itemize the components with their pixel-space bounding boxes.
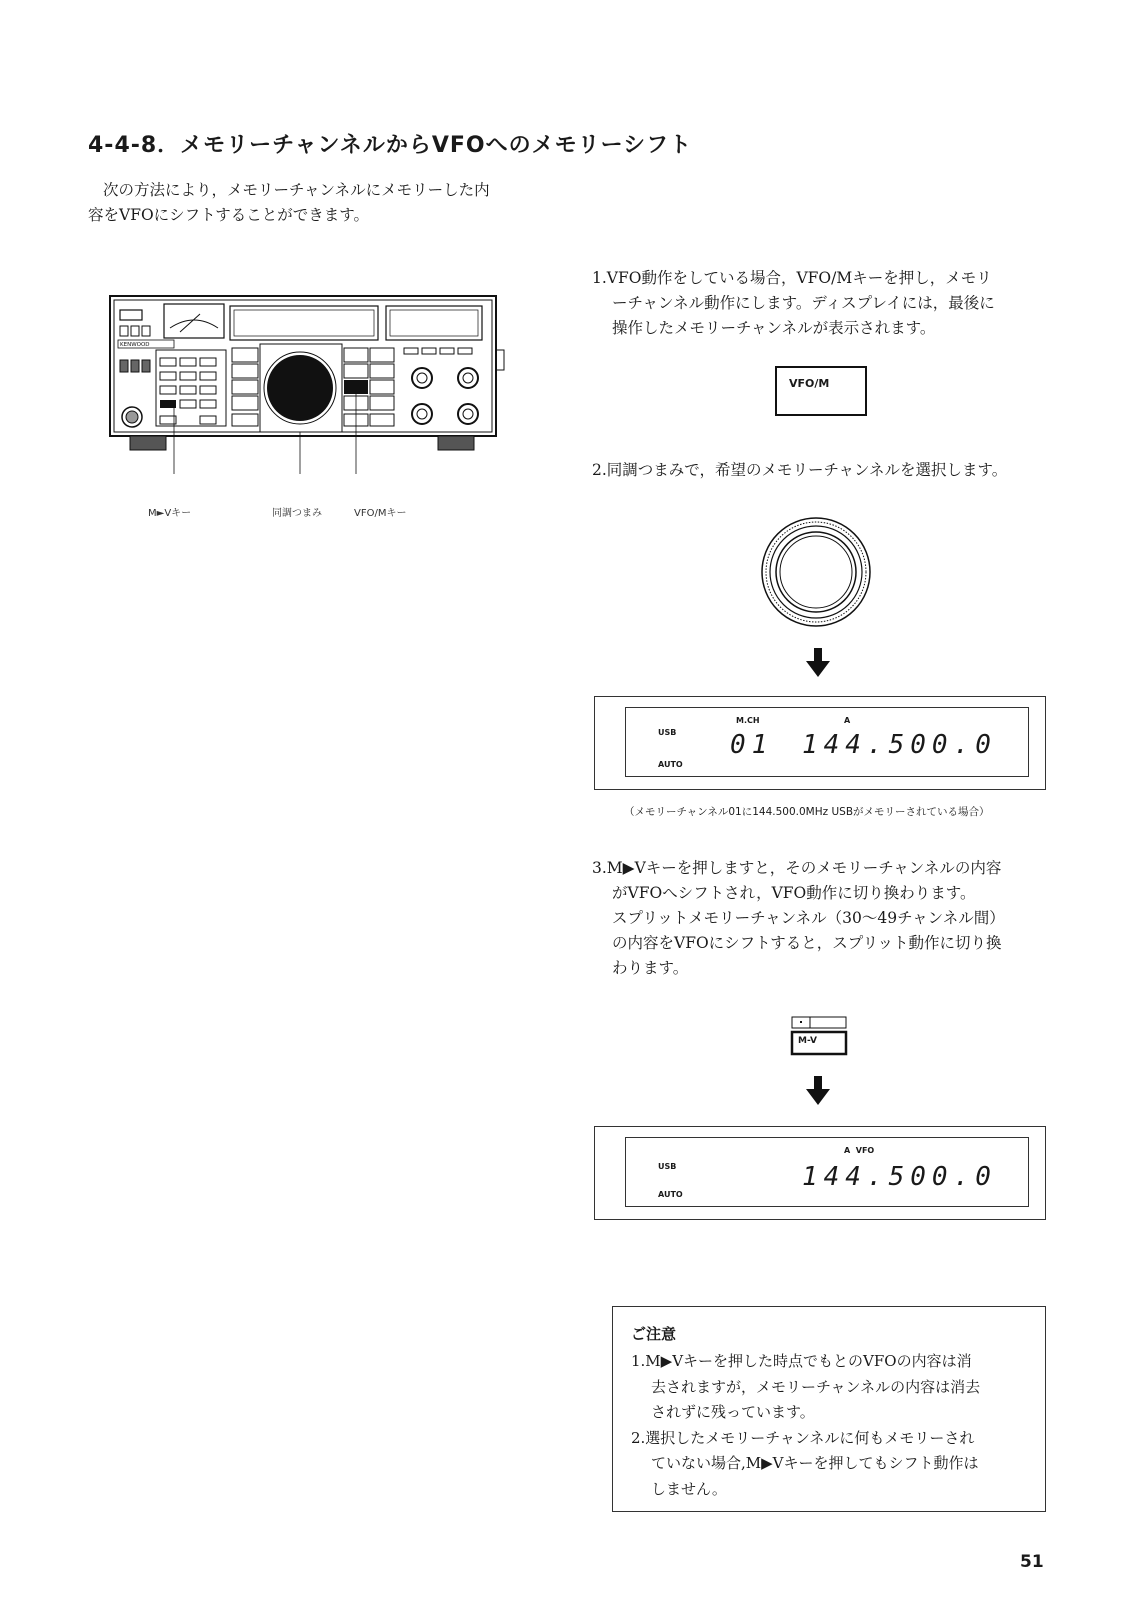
step-3 — [592, 856, 1005, 981]
brand-label: KENWOOD — [120, 342, 150, 348]
tuning-knob-label: 同調つまみ — [272, 508, 322, 519]
step-1-line-3: 操作したメモリーチャンネルが表示されます。 — [612, 319, 936, 337]
lcd-agc: AUTO — [658, 1190, 683, 1199]
intro-paragraph — [88, 178, 558, 228]
step-3-line-2: がVFOへシフトされ，VFO動作に切り換わります。 — [612, 884, 976, 902]
down-arrow-icon — [806, 1076, 830, 1106]
lcd-display-memory — [594, 696, 1046, 790]
mv-key-text: M-V — [798, 1036, 818, 1046]
caution-line-5: ていない場合,M▶Vキーを押してもシフト動作は — [651, 1454, 979, 1472]
lcd-mode: USB — [658, 728, 677, 737]
lcd-vfo-label: A — [844, 716, 851, 725]
caution-line-4: 2.選択したメモリーチャンネルに何もメモリーされ — [631, 1428, 975, 1447]
step-1-line-2: ーチャンネル動作にします。ディスプレイには，最後に — [612, 294, 995, 312]
lcd-agc: AUTO — [658, 760, 683, 769]
tuning-dial-icon — [758, 514, 874, 630]
transceiver-figure — [100, 292, 530, 474]
down-arrow-icon — [806, 648, 830, 678]
lcd-vfo-label: A VFO — [844, 1146, 875, 1155]
step-3-line-5: わります。 — [612, 959, 689, 977]
step-2 — [592, 458, 1007, 483]
caution-title: ご注意 — [631, 1325, 677, 1343]
lcd-frequency: 144.500.0 — [802, 1162, 997, 1192]
lcd-channel: 01 — [730, 730, 774, 760]
step-3-line-3: スプリットメモリーチャンネル（30～49チャンネル間） — [612, 909, 1005, 927]
mv-key-label: M►Vキー — [148, 508, 192, 519]
caution-line-1: 1.M▶Vキーを押した時点でもとのVFOの内容は消 — [631, 1352, 972, 1370]
vfo-m-key-text: VFO/M — [789, 377, 830, 390]
section-heading: 4-4-8．メモリーチャンネルからVFOへのメモリーシフト — [88, 133, 693, 158]
step-1 — [592, 266, 995, 341]
caution-line-6: しません。 — [651, 1479, 727, 1498]
display-caption: （メモリーチャンネル01に144.500.0MHz USBがメモリーされている場合） — [624, 806, 990, 818]
caution-line-2: 去されますが，メモリーチャンネルの内容は消去 — [651, 1377, 981, 1396]
step-2-line-1: 2.同調つまみで，希望のメモリーチャンネルを選択します。 — [592, 461, 1008, 479]
step-1-line-1: 1.VFO動作をしている場合，VFO/Mキーを押し，メモリ — [592, 269, 992, 287]
vfo-m-key-label: VFO/Mキー — [354, 508, 407, 519]
step-3-line-4: の内容をVFOにシフトすると，スプリット動作に切り換 — [612, 934, 1002, 952]
caution-box — [612, 1306, 1046, 1512]
caution-line-3: されずに残っています。 — [651, 1403, 815, 1421]
lcd-mode: USB — [658, 1162, 677, 1171]
step-3-line-1: 3.M▶Vキーを押しますと，そのメモリーチャンネルの内容 — [592, 859, 1002, 877]
intro-line-1: 次の方法により，メモリーチャンネルにメモリーした内 — [103, 181, 490, 199]
lcd-display-vfo — [594, 1126, 1046, 1220]
intro-line-2: 容をVFOにシフトすることができます。 — [88, 206, 369, 224]
page-number: 51 — [1020, 1552, 1044, 1572]
vfo-m-key — [775, 366, 867, 416]
lcd-mch-label: M.CH — [736, 716, 760, 725]
lcd-frequency: 144.500.0 — [802, 730, 997, 760]
